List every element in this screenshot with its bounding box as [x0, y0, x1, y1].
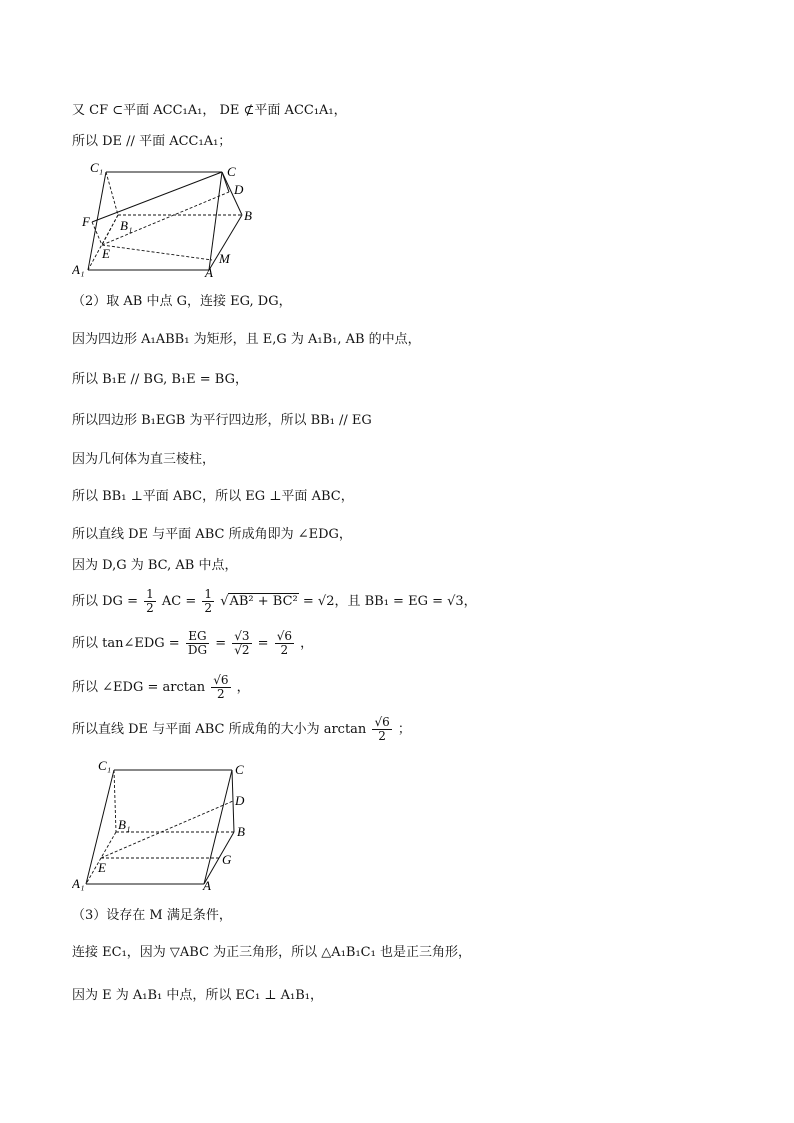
- equation-text: =: [257, 636, 269, 651]
- sqrt-symbol: √: [220, 594, 229, 609]
- equation-text: AC =: [161, 594, 197, 609]
- point-label: E: [98, 860, 106, 875]
- fraction-denominator: 2: [204, 601, 213, 615]
- equation-text: 所以 ∠EDG = arctan: [72, 680, 206, 695]
- fraction: [186, 630, 209, 657]
- fraction-denominator: 2: [280, 643, 289, 657]
- text-line: （3）设存在 M 满足条件，: [72, 908, 232, 923]
- fraction-denominator: √2: [234, 643, 250, 657]
- fraction-numerator: √6: [374, 715, 390, 729]
- equation-text: ，: [236, 680, 250, 695]
- point-label: B₁: [118, 817, 131, 832]
- point-label: G: [222, 852, 232, 867]
- fraction-numerator: 1: [204, 587, 213, 601]
- fraction-denominator: 2: [217, 687, 225, 701]
- text-line: 所以四边形 B₁EGB 为平行四边形，所以 BB₁ // EG: [72, 413, 372, 428]
- point-label: B: [237, 824, 245, 839]
- fraction: [144, 588, 156, 615]
- equation-line: [72, 588, 477, 615]
- text-line: 因为四边形 A₁ABB₁ 为矩形，且 E,G 为 A₁B₁, AB 的中点，: [72, 332, 421, 347]
- sqrt-content: AB² + BC²: [229, 594, 298, 609]
- equation-text: 所以直线 DE 与平面 ABC 所成角的大小为 arctan: [72, 722, 367, 737]
- point-label: A: [205, 265, 213, 278]
- fraction: [211, 674, 230, 701]
- fraction-numerator: √6: [213, 673, 229, 687]
- fraction-numerator: 1: [146, 587, 154, 601]
- point-label: D: [235, 793, 245, 808]
- text-line: 因为几何体为直三棱柱，: [72, 452, 216, 467]
- equation-text: 所以 DG =: [72, 594, 138, 609]
- text-line: 所以 B₁E // BG, B₁E = BG，: [72, 372, 248, 387]
- prism-figure-2: [72, 760, 272, 892]
- fraction-denominator: 2: [146, 601, 154, 615]
- fraction: [372, 716, 391, 743]
- text-line: 因为 D,G 为 BC, AB 中点，: [72, 558, 238, 573]
- point-label: F: [82, 214, 90, 229]
- text-line: 所以 BB₁ ⊥平面 ABC，所以 EG ⊥平面 ABC，: [72, 489, 354, 504]
- prism-figure-1: [72, 160, 272, 278]
- text-line: 又 CF ⊂平面 ACC₁A₁， DE ⊄平面 ACC₁A₁，: [72, 103, 347, 118]
- point-label: B: [244, 208, 252, 223]
- fraction-denominator: DG: [187, 643, 208, 657]
- equation-text: ，: [300, 636, 314, 651]
- text-line: 所以 DE // 平面 ACC₁A₁；: [72, 134, 232, 149]
- point-label: C: [235, 762, 244, 777]
- equation-text: =: [215, 636, 227, 651]
- point-label: A₁: [72, 262, 85, 277]
- equation-line: [72, 630, 313, 657]
- point-label: M: [219, 251, 230, 266]
- equation-text: ；: [397, 722, 411, 737]
- equation-text: 所以 tan∠EDG =: [72, 636, 180, 651]
- equation-line: [72, 674, 250, 701]
- fraction-denominator: 2: [378, 729, 386, 743]
- fraction: [202, 588, 214, 615]
- fraction-numerator: √3: [234, 629, 250, 643]
- fraction-numerator: √6: [276, 629, 292, 643]
- point-label: C₁: [90, 160, 104, 175]
- text-line: （2）取 AB 中点 G，连接 EG, DG，: [72, 294, 292, 309]
- text-line: 连接 EC₁，因为 ▽ABC 为正三角形，所以 △A₁B₁C₁ 也是正三角形，: [72, 945, 471, 960]
- fraction-numerator: EG: [186, 630, 209, 644]
- equation-line: [72, 716, 411, 743]
- point-label: D: [234, 182, 244, 197]
- point-label: C: [227, 164, 236, 179]
- equation-text: = √2，且 BB₁ = EG = √3，: [302, 594, 477, 609]
- point-label: A: [203, 878, 211, 892]
- point-label: C₁: [98, 760, 112, 773]
- fraction: [232, 630, 251, 657]
- fraction: [275, 630, 294, 657]
- text-line: 所以直线 DE 与平面 ABC 所成角即为 ∠EDG，: [72, 527, 352, 542]
- text-line: 因为 E 为 A₁B₁ 中点，所以 EC₁ ⊥ A₁B₁，: [72, 988, 324, 1003]
- point-label: E: [102, 246, 110, 261]
- point-label: A₁: [72, 876, 85, 891]
- point-label: B₁: [120, 218, 133, 233]
